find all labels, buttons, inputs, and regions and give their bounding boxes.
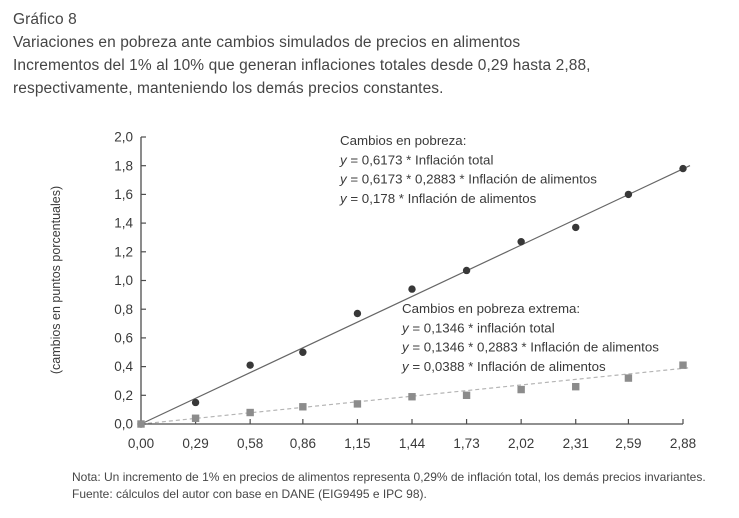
- y-tick-label: 2,0: [114, 129, 133, 145]
- data-point-circle: [463, 267, 470, 274]
- data-point-square: [408, 393, 415, 400]
- y-tick-label: 1,0: [114, 273, 133, 289]
- annotation-title: Cambios en pobreza:: [340, 133, 467, 148]
- data-point-square: [354, 400, 361, 407]
- annotation-equation: y = 0,1346 * inflación total: [402, 320, 555, 336]
- chart-number: Gráfico 8: [13, 11, 77, 28]
- x-tick-label: 2,59: [615, 436, 642, 451]
- x-tick-label: 0,58: [237, 436, 264, 451]
- data-point-square: [299, 403, 306, 410]
- x-tick-label: 0,29: [182, 436, 209, 451]
- data-point-circle: [192, 399, 199, 406]
- data-point-circle: [517, 238, 524, 245]
- scatter-plot: [0, 125, 739, 455]
- data-point-circle: [354, 310, 361, 317]
- y-tick-label: 0,8: [114, 301, 133, 317]
- chart-subtitle-line-2: respectivamente, manteniendo los demás precios constantes.: [13, 80, 444, 97]
- data-point-square: [463, 392, 470, 399]
- y-axis-title: (cambios en puntos porcentuales): [49, 185, 63, 375]
- y-tick-label: 1,4: [114, 215, 133, 231]
- y-tick-label: 1,6: [114, 187, 133, 202]
- annotation-pobreza: [339, 133, 597, 206]
- x-tick-label: 2,88: [669, 436, 697, 451]
- x-tick-label: 1,44: [398, 436, 426, 451]
- x-tick-label: 1,73: [453, 436, 480, 451]
- annotation-equation: y = 0,178 * Inflación de alimentos: [340, 190, 537, 206]
- y-tick-label: 1,2: [114, 244, 133, 260]
- y-tick-label: 0,0: [114, 416, 133, 432]
- y-tick-label: 0,6: [114, 330, 133, 346]
- annotation-equation: y = 0,0388 * Inflación de alimentos: [402, 358, 606, 374]
- note-line: Nota: Un incremento de 1% en precios de alimentos representa 0,29% de inflación total, los demás precios invariantes.: [72, 470, 706, 484]
- x-tick-label: 1,15: [344, 436, 371, 451]
- annotation-equation: y = 0,1346 * 0,2883 * Inflación de alimentos: [402, 339, 659, 355]
- x-tick-label: 0,86: [289, 436, 316, 451]
- annotation-equation: y = 0,6173 * 0,2883 * Inflación de alimentos: [340, 171, 597, 187]
- y-tick-label: 1,8: [114, 158, 133, 174]
- annotation-title: Cambios en pobreza extrema:: [402, 301, 581, 316]
- data-point-circle: [679, 165, 686, 172]
- data-point-square: [246, 409, 253, 416]
- x-tick-label: 0,00: [127, 436, 155, 451]
- data-point-circle: [408, 285, 415, 292]
- data-point-square: [517, 386, 524, 393]
- data-point-square: [572, 383, 579, 390]
- data-point-circle: [299, 349, 306, 356]
- annotation-pobreza-extrema: [401, 301, 659, 374]
- chart-footnotes: [72, 469, 739, 503]
- data-point-circle: [625, 191, 632, 198]
- x-tick-label: 2,02: [508, 436, 535, 451]
- chart-area: [0, 125, 739, 455]
- data-point-square: [625, 374, 632, 381]
- chart-title: Variaciones en pobreza ante cambios simulados de precios en alimentos: [13, 34, 521, 51]
- data-point-circle: [572, 224, 579, 231]
- chart-header: [0, 0, 739, 100]
- x-tick-label: 2,31: [562, 436, 589, 451]
- data-point-square: [679, 361, 686, 368]
- source-line: Fuente: cálculos del autor con base en DANE (EIG9495 e IPC 98).: [72, 487, 427, 501]
- annotation-equation: y = 0,6173 * Inflación total: [340, 152, 494, 168]
- data-point-square: [192, 415, 199, 422]
- chart-subtitle-line-1: Incrementos del 1% al 10% que generan inflaciones totales desde 0,29 hasta 2,88,: [13, 57, 591, 74]
- y-tick-label: 0,2: [114, 387, 133, 403]
- data-point-circle: [246, 361, 253, 368]
- y-tick-label: 0,4: [114, 359, 133, 375]
- data-point-square: [137, 420, 144, 427]
